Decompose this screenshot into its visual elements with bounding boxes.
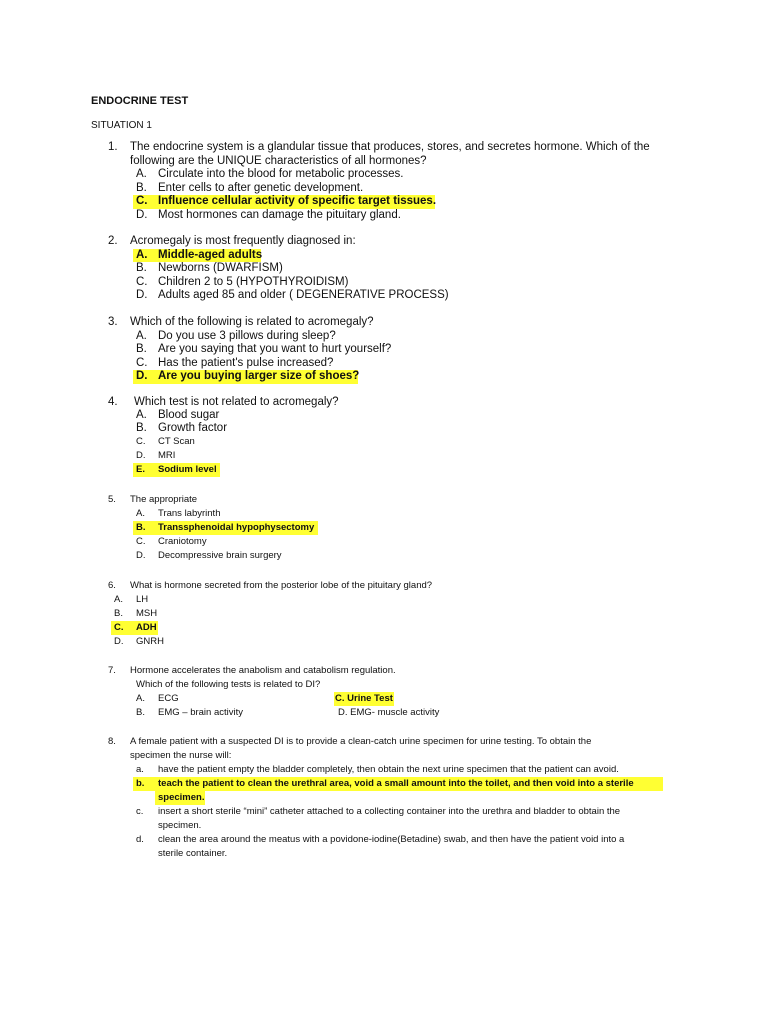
question-stem: Hormone accelerates the anabolism and catabolism regulation. — [130, 665, 396, 676]
option-c-cont: specimen. — [158, 820, 202, 831]
question-3 — [0, 316, 768, 384]
option-b: B. Growth factor — [136, 422, 228, 434]
question-4 — [0, 396, 768, 477]
option-a-answer: A. Middle-aged adults — [0, 249, 768, 263]
option-d: D. EMG- muscle activity — [338, 707, 440, 718]
question-stem: Which of the following tests is related to DI? — [136, 679, 321, 690]
option-a: A. LH — [114, 594, 149, 605]
question-number: 6. — [108, 580, 116, 591]
question-8 — [0, 735, 768, 861]
option-d-answer: D. Are you buying larger size of shoes? — [0, 370, 768, 384]
option-b-answer: b. teach the patient to clean the urethral area, void a small amount into the toilet, and then void into a sterile — [0, 777, 768, 791]
option-c-answer: C. Influence cellular activity of specific target tissues. — [0, 195, 768, 209]
question-number: 7. — [108, 665, 116, 676]
option-b-answer: B. Transsphenoidal hypophysectomy — [0, 521, 768, 535]
option-row-2: B. EMG – brain activity D. EMG- muscle activity — [136, 707, 440, 718]
question-stem: What is hormone secreted from the posterior lobe of the pituitary gland? — [130, 580, 433, 591]
option-c-answer: C. Urine Test — [335, 693, 393, 704]
option-d: D. Adults aged 85 and older ( DEGENERATIVE PROCESS) — [136, 289, 449, 301]
option-d: D. MRI — [136, 450, 176, 461]
question-stem: Which of the following is related to acromegaly? — [130, 316, 374, 328]
option-d: D. Decompressive brain surgery — [136, 550, 282, 561]
question-7 — [0, 664, 768, 720]
option-d: D. Most hormones can damage the pituitary gland. — [136, 208, 401, 221]
option-c: C. Craniotomy — [136, 536, 207, 547]
question-stem: The appropriate — [130, 494, 198, 505]
option-row-1: A. ECG C. Urine Test — [136, 693, 393, 704]
question-number: 5. — [108, 494, 116, 505]
option-c: C. Has the patient's pulse increased? — [136, 356, 334, 369]
option-a: A. Trans labyrinth — [136, 508, 221, 519]
option-c-answer: C. ADH — [0, 621, 768, 635]
question-stem: The endocrine system is a glandular tissue that produces, stores, and secretes hormone. Which of the — [130, 141, 650, 153]
option-d: d. clean the area around the meatus with a povidone-iodine(Betadine) swab, and then have the patient void into a — [136, 834, 625, 845]
question-2 — [0, 235, 768, 303]
question-1 — [0, 141, 768, 222]
option-e-answer: E. Sodium level — [0, 463, 768, 477]
question-6 — [0, 579, 768, 649]
option-a: a. have the patient empty the bladder completely, then obtain the next urine specimen that the patient can avoid. — [136, 764, 619, 775]
question-number: 2. — [108, 235, 118, 247]
question-5 — [0, 493, 768, 563]
question-number: 8. — [108, 736, 116, 747]
option-b: B. Are you saying that you want to hurt yourself? — [136, 343, 392, 355]
question-number: 1. — [108, 141, 118, 153]
situation-heading: SITUATION 1 — [91, 120, 152, 131]
option-a: A. Blood sugar — [136, 409, 220, 421]
question-stem: A female patient with a suspected DI is to provide a clean-catch urine specimen for urine testing. To obtain the — [130, 736, 592, 747]
document-title: ENDOCRINE TEST — [91, 95, 189, 107]
option-c: c. insert a short sterile “mini” catheter attached to a collecting container into the urethra and bladder to obtain the — [136, 806, 621, 817]
question-stem: following are the UNIQUE characteristics of all hormones? — [130, 154, 427, 167]
option-d: D. GNRH — [114, 636, 164, 647]
option-d-cont: sterile container. — [158, 848, 228, 859]
option-a: A. Circulate into the blood for metabolic processes. — [136, 168, 404, 180]
option-b: B. MSH — [114, 608, 158, 619]
option-c: C. CT Scan — [136, 436, 195, 447]
question-stem: Acromegaly is most frequently diagnosed in: — [130, 235, 356, 247]
question-stem: Which test is not related to acromegaly? — [134, 396, 339, 408]
option-b-answer-cont: specimen. — [0, 791, 768, 805]
option-c: C. Children 2 to 5 (HYPOTHYROIDISM) — [136, 275, 349, 288]
question-number: 3. — [108, 316, 118, 328]
option-b: B. Enter cells to after genetic development. — [136, 181, 364, 194]
question-stem: specimen the nurse will: — [130, 750, 232, 761]
question-number: 4. — [108, 396, 118, 408]
option-b: B. Newborns (DWARFISM) — [136, 262, 283, 274]
option-a: A. Do you use 3 pillows during sleep? — [136, 329, 336, 342]
